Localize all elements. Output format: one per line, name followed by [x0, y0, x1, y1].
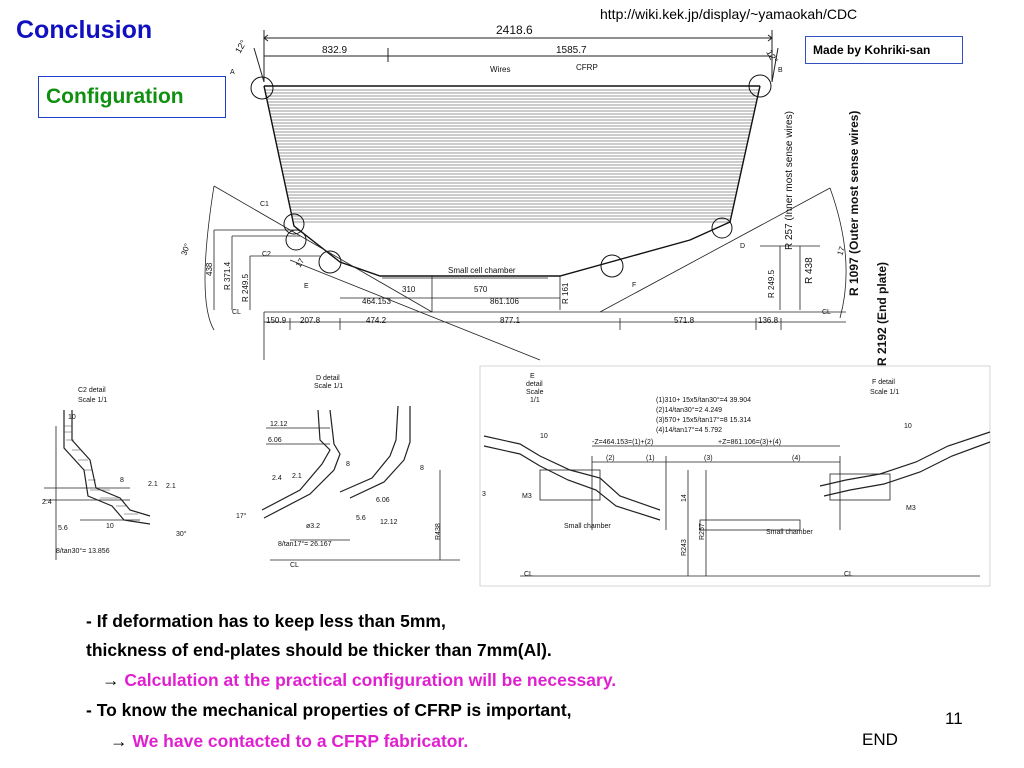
bullet-thickness: thickness of end-plates should be thicker than 7mm(Al).: [86, 640, 552, 660]
dim-r161: R 161: [561, 282, 570, 304]
d-r438: R438: [435, 523, 442, 540]
dim-bottom-3: 474.2: [366, 316, 387, 325]
label-inner-radius: R 257 (Inner most sense wires): [784, 111, 795, 250]
end-label: END: [862, 730, 898, 749]
arrow-icon: →: [102, 670, 120, 690]
seg-3: (3): [704, 455, 713, 462]
point-a: A: [230, 69, 235, 76]
angle-left: 12°: [233, 38, 249, 55]
dim-bottom-4: 877.1: [500, 316, 521, 325]
page-number: 11: [945, 709, 963, 728]
c2-dim-2-4: 2.4: [42, 499, 52, 506]
label-outer-radius: R 1097 (Outer most sense wires): [847, 110, 861, 296]
seg-2: (2): [606, 455, 615, 462]
dim-bottom-1: 150.9: [266, 316, 287, 325]
d-detail-scale: Scale 1/1: [314, 383, 344, 390]
e-dim-10: 10: [540, 433, 548, 440]
dim-left: 832.9: [322, 45, 348, 56]
d-formula: 8/tan17°= 26.167: [278, 541, 332, 548]
arrow-icon: →: [110, 731, 128, 751]
ef-centerline-left: CL: [524, 571, 533, 578]
ef-centerline-right: CL: [844, 571, 853, 578]
label-end-plate: R 2192 (End plate): [875, 261, 889, 366]
d-dim-8b: 8: [420, 465, 424, 472]
d-detail-title: D detail: [316, 375, 340, 382]
wires-label: Wires: [490, 65, 511, 74]
point-c2: C2: [262, 251, 271, 258]
cfrp-label: CFRP: [576, 63, 598, 72]
d-dim-12-12b: 12.12: [380, 519, 398, 526]
e-detail-scale: Scale: [526, 389, 544, 396]
dim-overall: 2418.6: [496, 23, 533, 37]
small-chamber-right: Small chamber: [766, 529, 813, 536]
z-right: +Z=861.106=(3)+(4): [718, 439, 782, 446]
e-dim-14: 14: [681, 494, 688, 502]
c2-dim-2-1a: 2.1: [148, 481, 158, 488]
source-url[interactable]: http://wiki.kek.jp/display/~yamaokah/CDC: [600, 6, 858, 22]
d-centerline: CL: [290, 562, 299, 569]
angle-30: 30°: [179, 242, 193, 257]
dim-right: 1585.7: [556, 45, 587, 56]
bullet-deformation: - If deformation has to keep less than 5mm,: [86, 611, 446, 631]
dim-310: 310: [402, 285, 416, 294]
section-label: Configuration: [46, 85, 184, 108]
e-dim-3: 3: [482, 491, 486, 498]
dim-bottom-6: 136.8: [758, 316, 779, 325]
r257: R257: [699, 523, 706, 540]
label-small-cell-chamber: Small cell chamber: [448, 266, 516, 275]
d-hole: ø3.2: [306, 523, 321, 530]
c2-dim-10: 10: [68, 414, 76, 421]
dim-861: 861.106: [490, 297, 519, 306]
dim-bottom-2: 207.8: [300, 316, 321, 325]
c2-detail-scale: Scale 1/1: [78, 397, 108, 404]
m3-right: M3: [906, 505, 916, 512]
e-detail-title: E: [530, 373, 535, 380]
d-dim-2-1: 2.1: [292, 473, 302, 480]
bullet-fabricator-row: [110, 731, 468, 752]
centerline-left: CL: [232, 309, 241, 316]
point-f: F: [632, 282, 637, 289]
c2-dim-10b: 10: [106, 523, 114, 530]
m3-left: M3: [522, 493, 532, 500]
angle-right: 12°: [764, 48, 780, 65]
dim-570: 570: [474, 285, 488, 294]
c2-dim-2-1b: 2.1: [166, 483, 176, 490]
c2-formula: 8/tan30°= 13.856: [56, 548, 110, 555]
angle-17-right: 17: [835, 245, 847, 257]
formula-4: (4)14/tan17°=4 5.792: [656, 427, 723, 434]
dim-r371: R 371.4: [223, 261, 232, 290]
bullet-calculation: Calculation at the practical configuration will be necessary.: [124, 670, 617, 690]
d-dim-6-06b: 6.06: [376, 497, 390, 504]
point-c1: C1: [260, 201, 269, 208]
bullet-calculation-row: [102, 670, 616, 691]
dim-464: 464.153: [362, 297, 391, 306]
c2-angle-30: 30°: [176, 531, 187, 538]
d-dim-12-12: 12.12: [270, 421, 288, 428]
e-detail-scale-value: 1/1: [530, 397, 540, 404]
formula-1: (1)310+ 15x5/tan30°=4 39.904: [656, 397, 752, 404]
seg-1: (1): [646, 455, 655, 462]
z-left: -Z=464.153=(1)+(2): [592, 439, 654, 446]
d-dim-2-4: 2.4: [272, 475, 282, 482]
small-chamber-left: Small chamber: [564, 523, 611, 530]
d-angle-17: 17°: [236, 513, 247, 520]
dim-r249-left: R 249.5: [241, 273, 250, 302]
point-d: D: [740, 243, 746, 250]
dim-r249-right: R 249.5: [767, 269, 776, 298]
r243: R243: [681, 539, 688, 556]
seg-4: (4): [792, 455, 801, 462]
e-detail-sub: detail: [526, 381, 543, 388]
formula-2: (2)14/tan30°=2 4.249: [656, 407, 723, 414]
formula-3: (3)570+ 15x5/tan17°=8 15.314: [656, 417, 752, 424]
f-detail-title: F detail: [872, 379, 895, 386]
d-dim-5-6: 5.6: [356, 515, 366, 522]
d-dim-8a: 8: [346, 461, 350, 468]
c2-dim-5-6: 5.6: [58, 525, 68, 532]
c2-detail-title: C2 detail: [78, 387, 106, 394]
d-dim-6-06: 6.06: [268, 437, 282, 444]
slide-title: Conclusion: [16, 16, 153, 44]
dim-r438-right: R 438: [804, 257, 815, 284]
centerline-right: CL: [822, 309, 831, 316]
dim-r438-left: 438: [205, 262, 214, 276]
dim-bottom-5: 571.8: [674, 316, 695, 325]
f-detail-scale: Scale 1/1: [870, 389, 900, 396]
credit-label: Made by Kohriki-san: [813, 43, 931, 57]
bullet-cfrp: - To know the mechanical properties of CFRP is important,: [86, 700, 572, 720]
c2-dim-8: 8: [120, 477, 124, 484]
angle-17-left: 17: [293, 256, 307, 269]
bullet-fabricator: We have contacted to a CFRP fabricator.: [132, 731, 469, 751]
point-e: E: [304, 283, 309, 290]
point-b: B: [778, 67, 783, 74]
f-dim-10: 10: [904, 423, 912, 430]
